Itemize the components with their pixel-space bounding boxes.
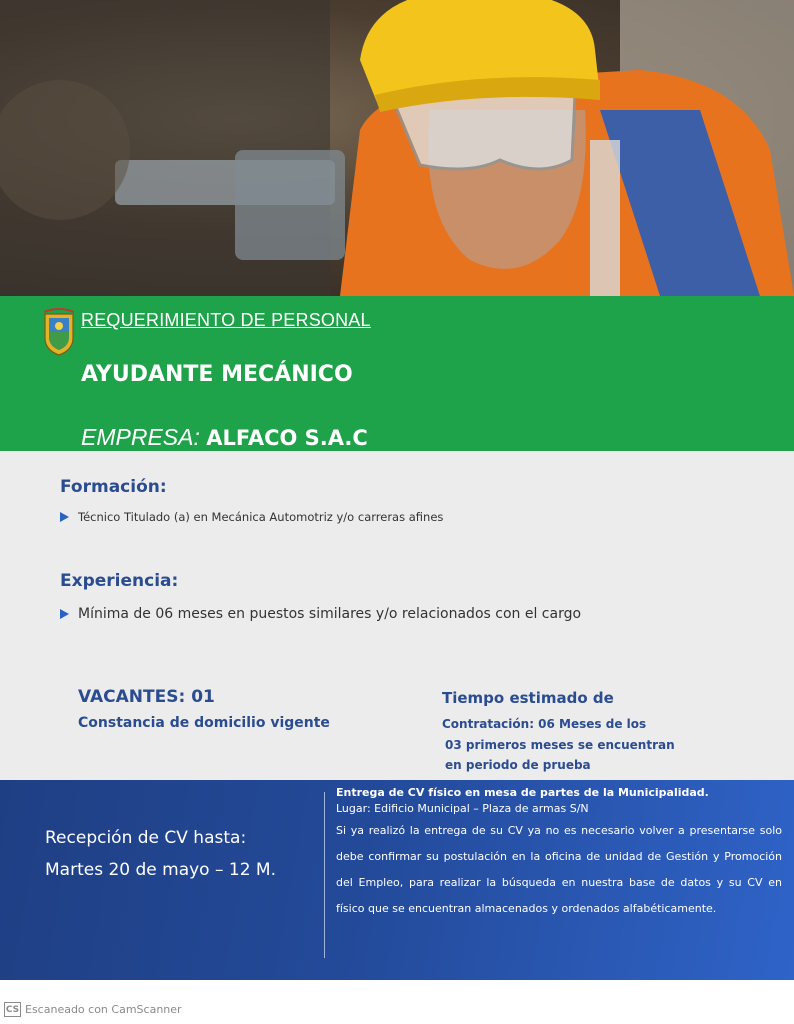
entrega-heading: Entrega de CV físico en mesa de partes de la Municipalidad. (336, 786, 709, 799)
camscanner-logo-icon: CS (4, 1002, 21, 1017)
vacantes-requirement: Constancia de domicilio vigente (78, 715, 330, 731)
vertical-divider (324, 792, 325, 958)
submission-section (0, 780, 794, 980)
vacantes-label: VACANTES: 01 (78, 687, 215, 707)
bullet-arrow-icon (60, 609, 69, 619)
experiencia-heading: Experiencia: (60, 571, 179, 591)
tiempo-line-3: en periodo de prueba (445, 758, 591, 772)
job-title: AYUDANTE MECÁNICO (81, 362, 353, 387)
formacion-item (60, 510, 443, 524)
title-band (0, 296, 794, 451)
camscanner-text: Escaneado con CamScanner (25, 1003, 182, 1016)
requirements-section (0, 451, 794, 780)
entrega-info (336, 786, 782, 922)
tiempo-line-1: Contratación: 06 Meses de los (442, 717, 647, 731)
experiencia-item (60, 606, 581, 622)
entrega-lugar: Lugar: Edificio Municipal – Plaza de armas S/N (336, 802, 589, 815)
worker-photo-illustration (0, 0, 794, 296)
formacion-heading: Formación: (60, 477, 167, 497)
bullet-arrow-icon (60, 512, 69, 522)
company-name: ALFACO S.A.C (206, 426, 368, 450)
recepcion-deadline: Martes 20 de mayo – 12 M. (45, 860, 277, 880)
company-line (81, 424, 368, 451)
camscanner-footer (4, 1002, 182, 1017)
header-photo (0, 0, 794, 296)
entrega-paragraph: Si ya realizó la entrega de su CV ya no es necesario volver a presentarse solo debe confirmar su postulación en la oficina de unidad de Gestión y Promoción del Empleo, para realizar la búsqueda en nuestra base de datos y su CV en físico que se encuentran almacenados y ordenados alfabéticamente. (336, 824, 782, 915)
experiencia-item-text: Mínima de 06 meses en puestos similares y/o relacionados con el cargo (78, 606, 582, 622)
tiempo-heading: Tiempo estimado de (442, 689, 614, 707)
company-label: EMPRESA: (81, 424, 200, 450)
formacion-item-text: Técnico Titulado (a) en Mecánica Automotriz y/o carreras afines (78, 510, 444, 524)
requirement-title: REQUERIMIENTO DE PERSONAL (81, 310, 371, 330)
tiempo-line-2: 03 primeros meses se encuentran (445, 738, 675, 752)
recepcion-line-1: Recepción de CV hasta: (45, 828, 247, 848)
municipal-crest-icon (42, 308, 76, 356)
